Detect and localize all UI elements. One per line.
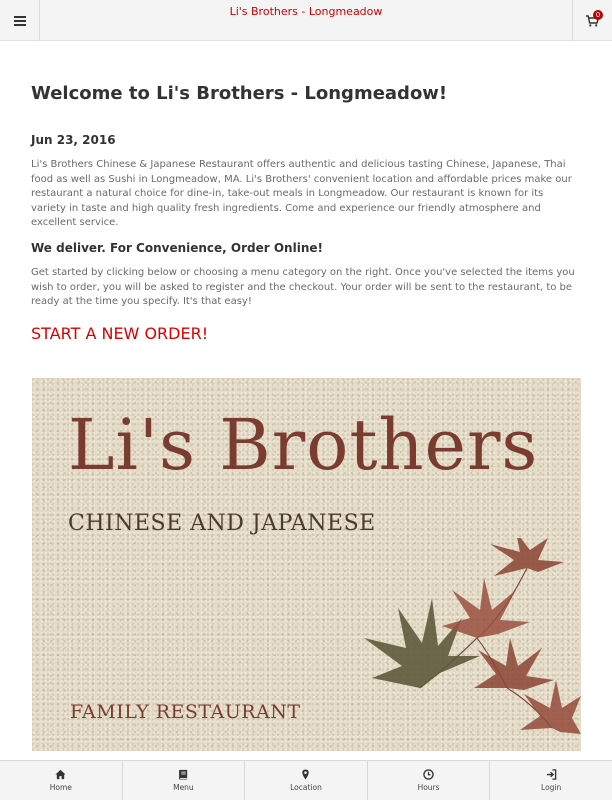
- nav-home[interactable]: [0, 761, 123, 800]
- home-icon: [55, 769, 66, 780]
- nav-menu-label: Menu: [173, 783, 194, 792]
- book-icon: [178, 769, 189, 780]
- logo-tagline: FAMILY RESTAURANT: [70, 701, 301, 723]
- nav-menu[interactable]: [123, 761, 246, 800]
- nav-hours[interactable]: [368, 761, 491, 800]
- nav-location-label: Location: [290, 783, 322, 792]
- post-date: Jun 23, 2016: [31, 133, 116, 147]
- login-icon: [546, 769, 557, 780]
- main-content: [31, 84, 581, 343]
- start-new-order-link[interactable]: START A NEW ORDER!: [31, 323, 209, 343]
- map-pin-icon: [300, 769, 311, 780]
- intro-paragraph: Li's Brothers Chinese & Japanese Restaurant offers authentic and delicious tasting Chinese, Japanese, Thai food as well as Sushi in Longmeadow, MA. Li's Brothers' convenient location and affordable prices make our restaurant a natural choice for dine-in, take-out meals in Longmeadow. Our restaurant is known for its variety in taste and high quality fresh ingredients. Come and experience our friendly atmosphere and excellent service.: [31, 159, 572, 229]
- clock-icon: [423, 769, 434, 780]
- nav-login-label: Login: [541, 783, 562, 792]
- nav-home-label: Home: [49, 783, 72, 792]
- hamburger-icon: [14, 16, 26, 26]
- nav-login[interactable]: [490, 761, 612, 800]
- bottom-nav: [0, 760, 612, 800]
- app-title: Li's Brothers - Longmeadow: [229, 5, 383, 18]
- instructions-paragraph: Get started by clicking below or choosing a menu category on the right. Once you've selected the items you wish to order, you will be asked to register and the checkout. Your order will be sent to the restaurant, to be ready at the time you specify. It's that easy!: [31, 266, 575, 308]
- cart-count-badge: 0: [593, 10, 603, 20]
- top-bar: [0, 0, 612, 41]
- page-title: Welcome to Li's Brothers - Longmeadow!: [31, 83, 448, 104]
- cart-button[interactable]: [572, 0, 612, 41]
- logo-name: Li's Brothers: [68, 404, 539, 486]
- logo-subtitle: CHINESE AND JAPANESE: [68, 511, 376, 536]
- delivery-heading: We deliver. For Convenience, Order Online!: [31, 240, 323, 255]
- menu-toggle-button[interactable]: [0, 0, 40, 41]
- nav-hours-label: Hours: [417, 783, 440, 792]
- restaurant-logo-image: [32, 378, 581, 751]
- nav-location[interactable]: [245, 761, 368, 800]
- maple-leaves-icon: [302, 538, 581, 751]
